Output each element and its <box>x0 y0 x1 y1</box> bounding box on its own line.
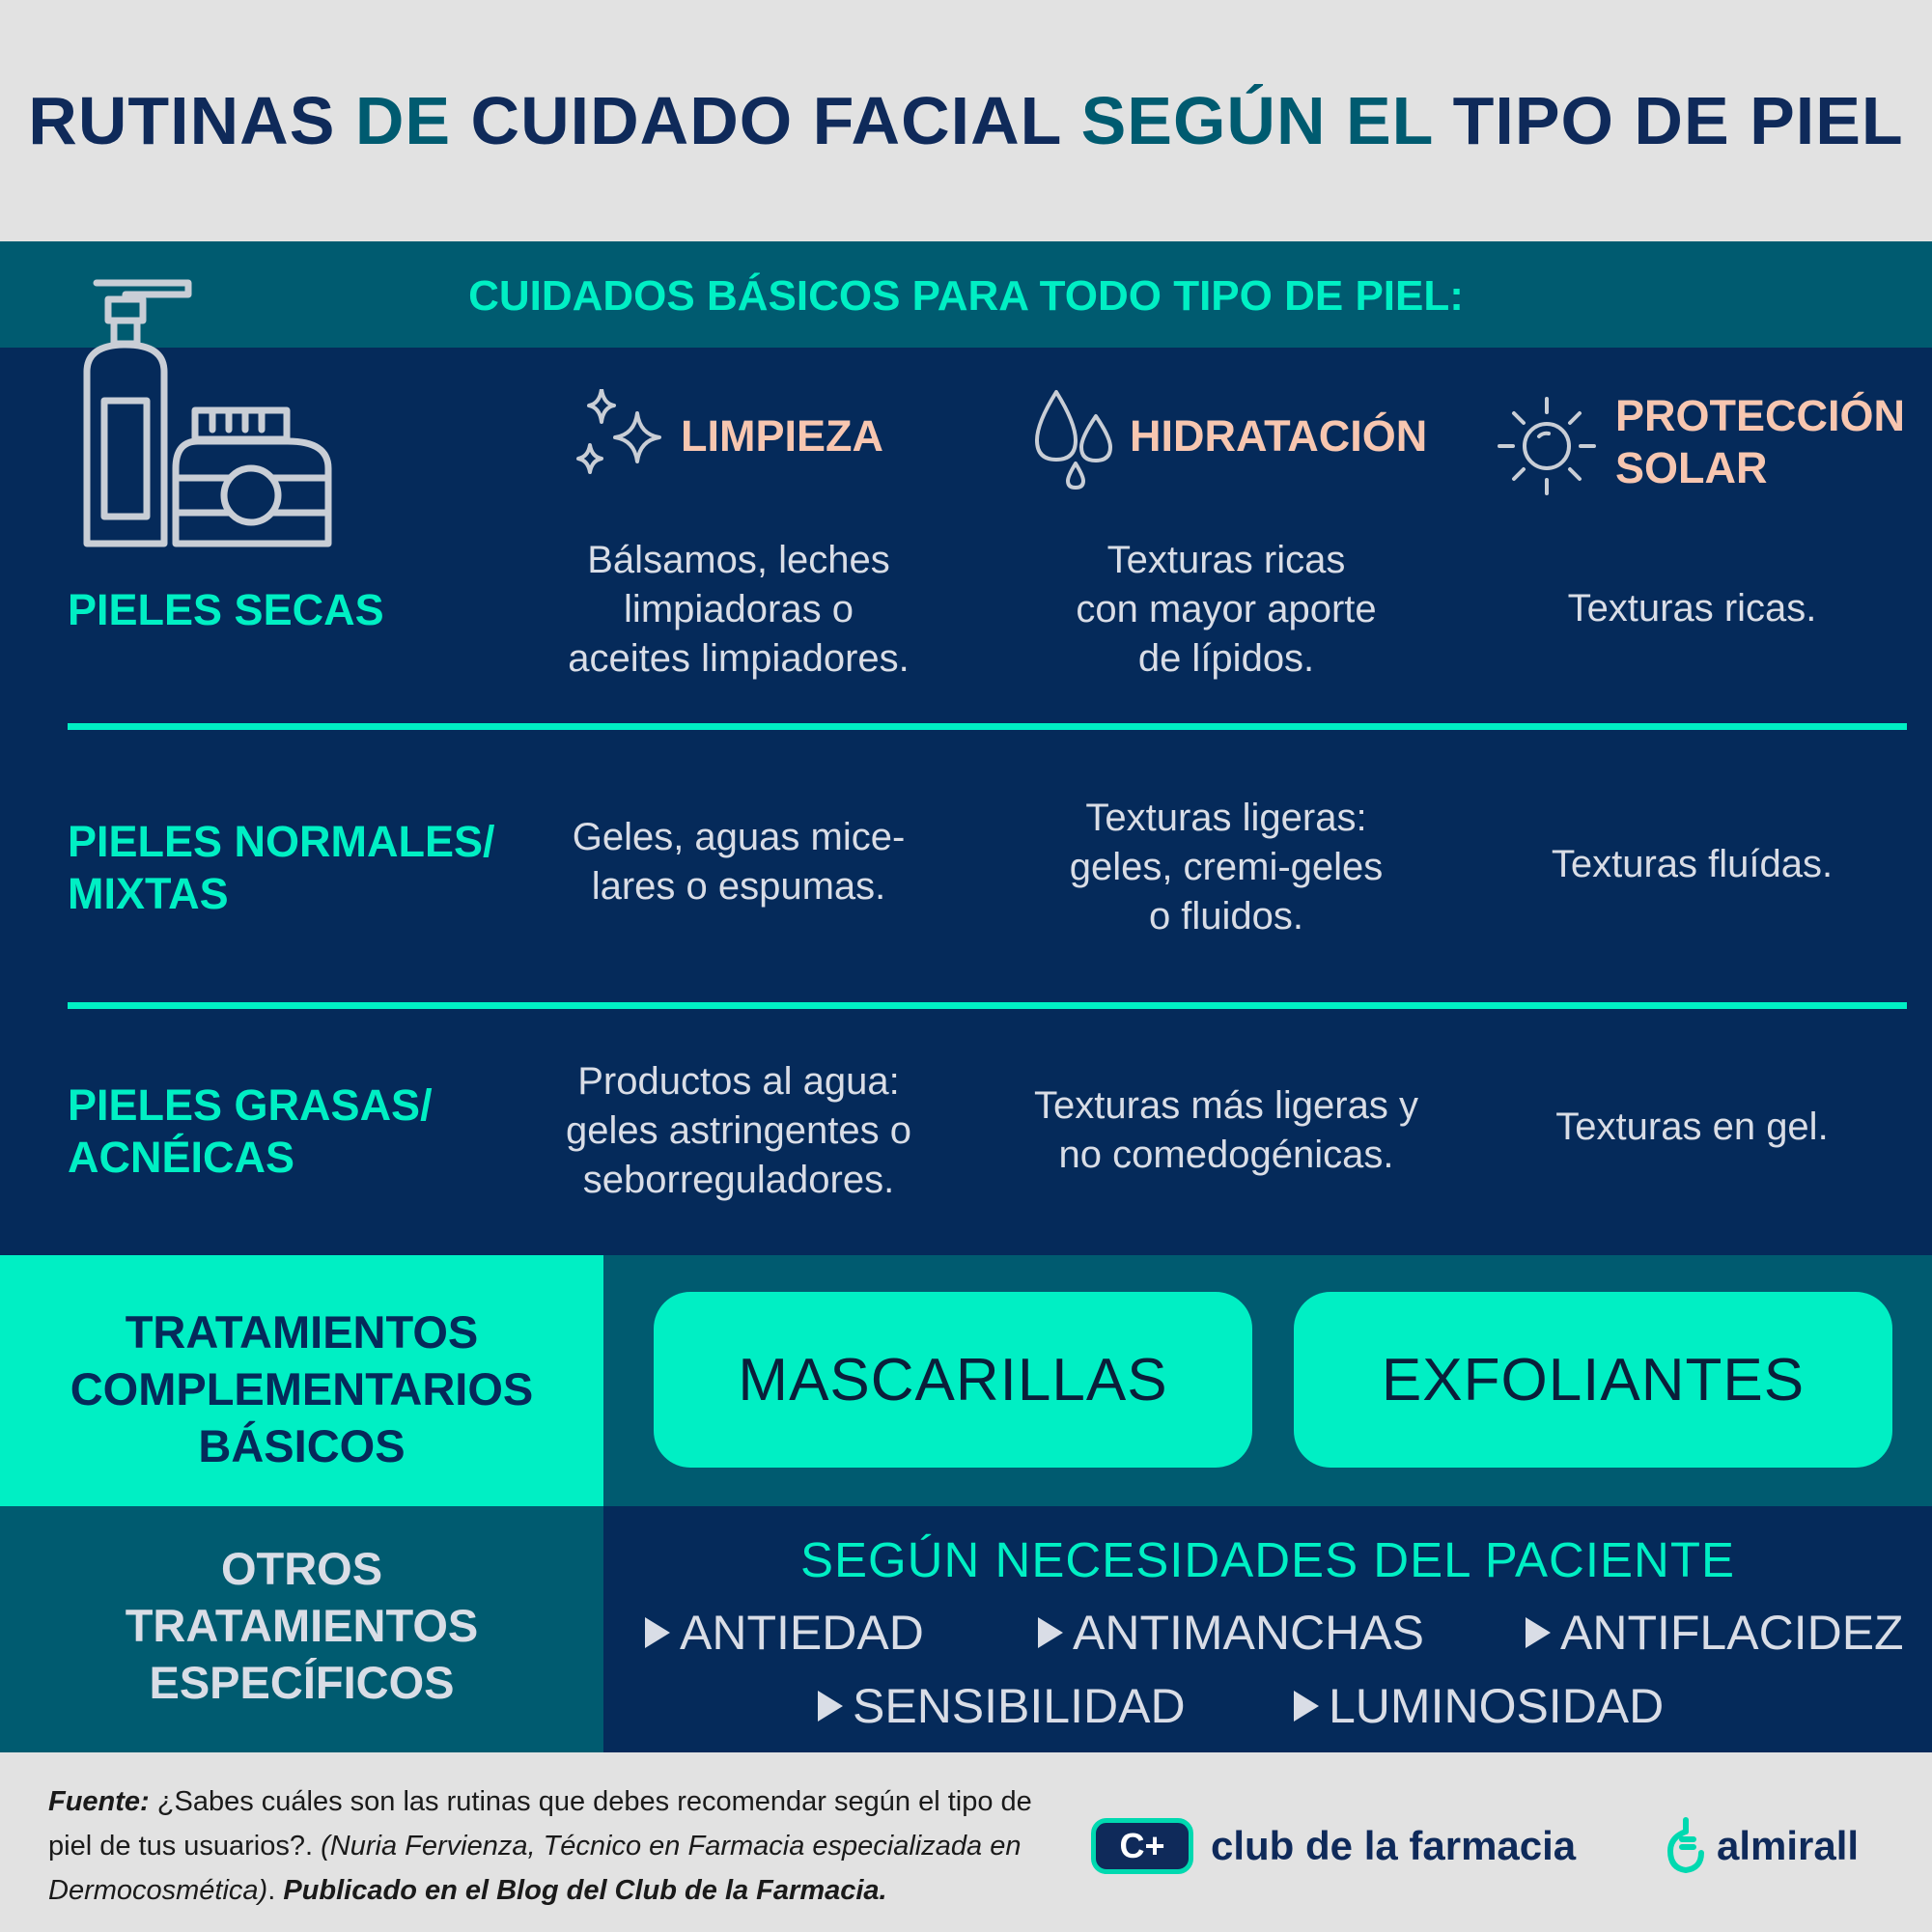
exfoliantes-pill: EXFOLIANTES <box>1294 1292 1892 1468</box>
droplets-icon <box>1025 389 1122 490</box>
club-de-la-farmacia-logo <box>1091 1817 1576 1875</box>
cell-secas-hidratacion: Texturas ricas con mayor aporte de lípidos. <box>1076 539 1377 680</box>
row-divider <box>68 723 1907 730</box>
triangle-bullet-icon <box>645 1617 670 1648</box>
column-header-hidratacion: HIDRATACIÓN <box>1130 411 1428 461</box>
column-header-limpieza: LIMPIEZA <box>681 411 883 461</box>
cell-secas-proteccion: Texturas ricas. <box>1567 587 1817 630</box>
row-divider <box>68 1002 1907 1009</box>
triangle-bullet-icon <box>1294 1691 1319 1722</box>
specific-item: LUMINOSIDAD <box>1294 1678 1664 1734</box>
column-header-proteccion: PROTECCIÓN SOLAR <box>1615 391 1906 492</box>
page-title: RUTINAS DE CUIDADO FACIAL SEGÚN EL TIPO DE PIEL <box>28 83 1904 158</box>
cell-normales-proteccion: Texturas fluídas. <box>1551 843 1834 885</box>
specific-item: ANTIEDAD <box>645 1605 924 1661</box>
section-heading: CUIDADOS BÁSICOS PARA TODO TIPO DE PIEL: <box>468 272 1464 320</box>
cell-grasas-hidratacion: Texturas más ligeras y no comedogénicas. <box>1034 1084 1418 1176</box>
specific-heading: SEGÚN NECESIDADES DEL PACIENTE <box>799 1532 1736 1587</box>
source-citation: Fuente: ¿Sabes cuáles son las rutinas que debes recomendar según el tipo de piel de tus usuarios?. (Nuria Fervienza, Técnico en Farmacia especializada en Dermocosmética). Publicado en el Blog del Club de la Farmacia. <box>48 1786 1032 1906</box>
specific-label: OTROS TRATAMIENTOS ESPECÍFICOS <box>125 1543 479 1708</box>
row-label-pieles-secas: PIELES SECAS <box>68 585 384 634</box>
specific-item: ANTIMANCHAS <box>1038 1605 1424 1661</box>
cell-grasas-limpieza: Productos al agua: geles astringentes o seborreguladores. <box>565 1060 911 1201</box>
mascarillas-pill: MASCARILLAS <box>654 1292 1252 1468</box>
triangle-bullet-icon <box>1526 1617 1551 1648</box>
row-label-pieles-grasas: PIELES GRASAS/ ACNÉICAS <box>68 1080 433 1182</box>
club-badge-icon: C+ <box>1091 1818 1193 1874</box>
pump-bottle-jar-icon <box>77 275 338 555</box>
almirall-mark-icon <box>1657 1816 1711 1876</box>
cell-grasas-proteccion: Texturas en gel. <box>1555 1106 1829 1148</box>
row-label-pieles-normales: PIELES NORMALES/ MIXTAS <box>68 817 495 918</box>
specific-item: SENSIBILIDAD <box>818 1678 1186 1734</box>
cell-secas-limpieza: Bálsamos, leches limpiadoras o aceites limpiadores. <box>568 539 910 680</box>
sun-icon <box>1497 396 1598 497</box>
triangle-bullet-icon <box>818 1691 843 1722</box>
club-name: club de la farmacia <box>1211 1823 1577 1868</box>
almirall-name: almirall <box>1717 1823 1860 1868</box>
triangle-bullet-icon <box>1038 1617 1063 1648</box>
cell-normales-hidratacion: Texturas ligeras: geles, cremi-geles o fluidos. <box>1069 797 1384 938</box>
sparkle-icon <box>568 389 669 486</box>
almirall-logo <box>1657 1817 1859 1875</box>
complementary-label: TRATAMIENTOS COMPLEMENTARIOS BÁSICOS <box>70 1306 534 1471</box>
specific-item: ANTIFLACIDEZ <box>1526 1605 1904 1661</box>
cell-normales-limpieza: Geles, aguas mice- lares o espumas. <box>572 816 906 908</box>
